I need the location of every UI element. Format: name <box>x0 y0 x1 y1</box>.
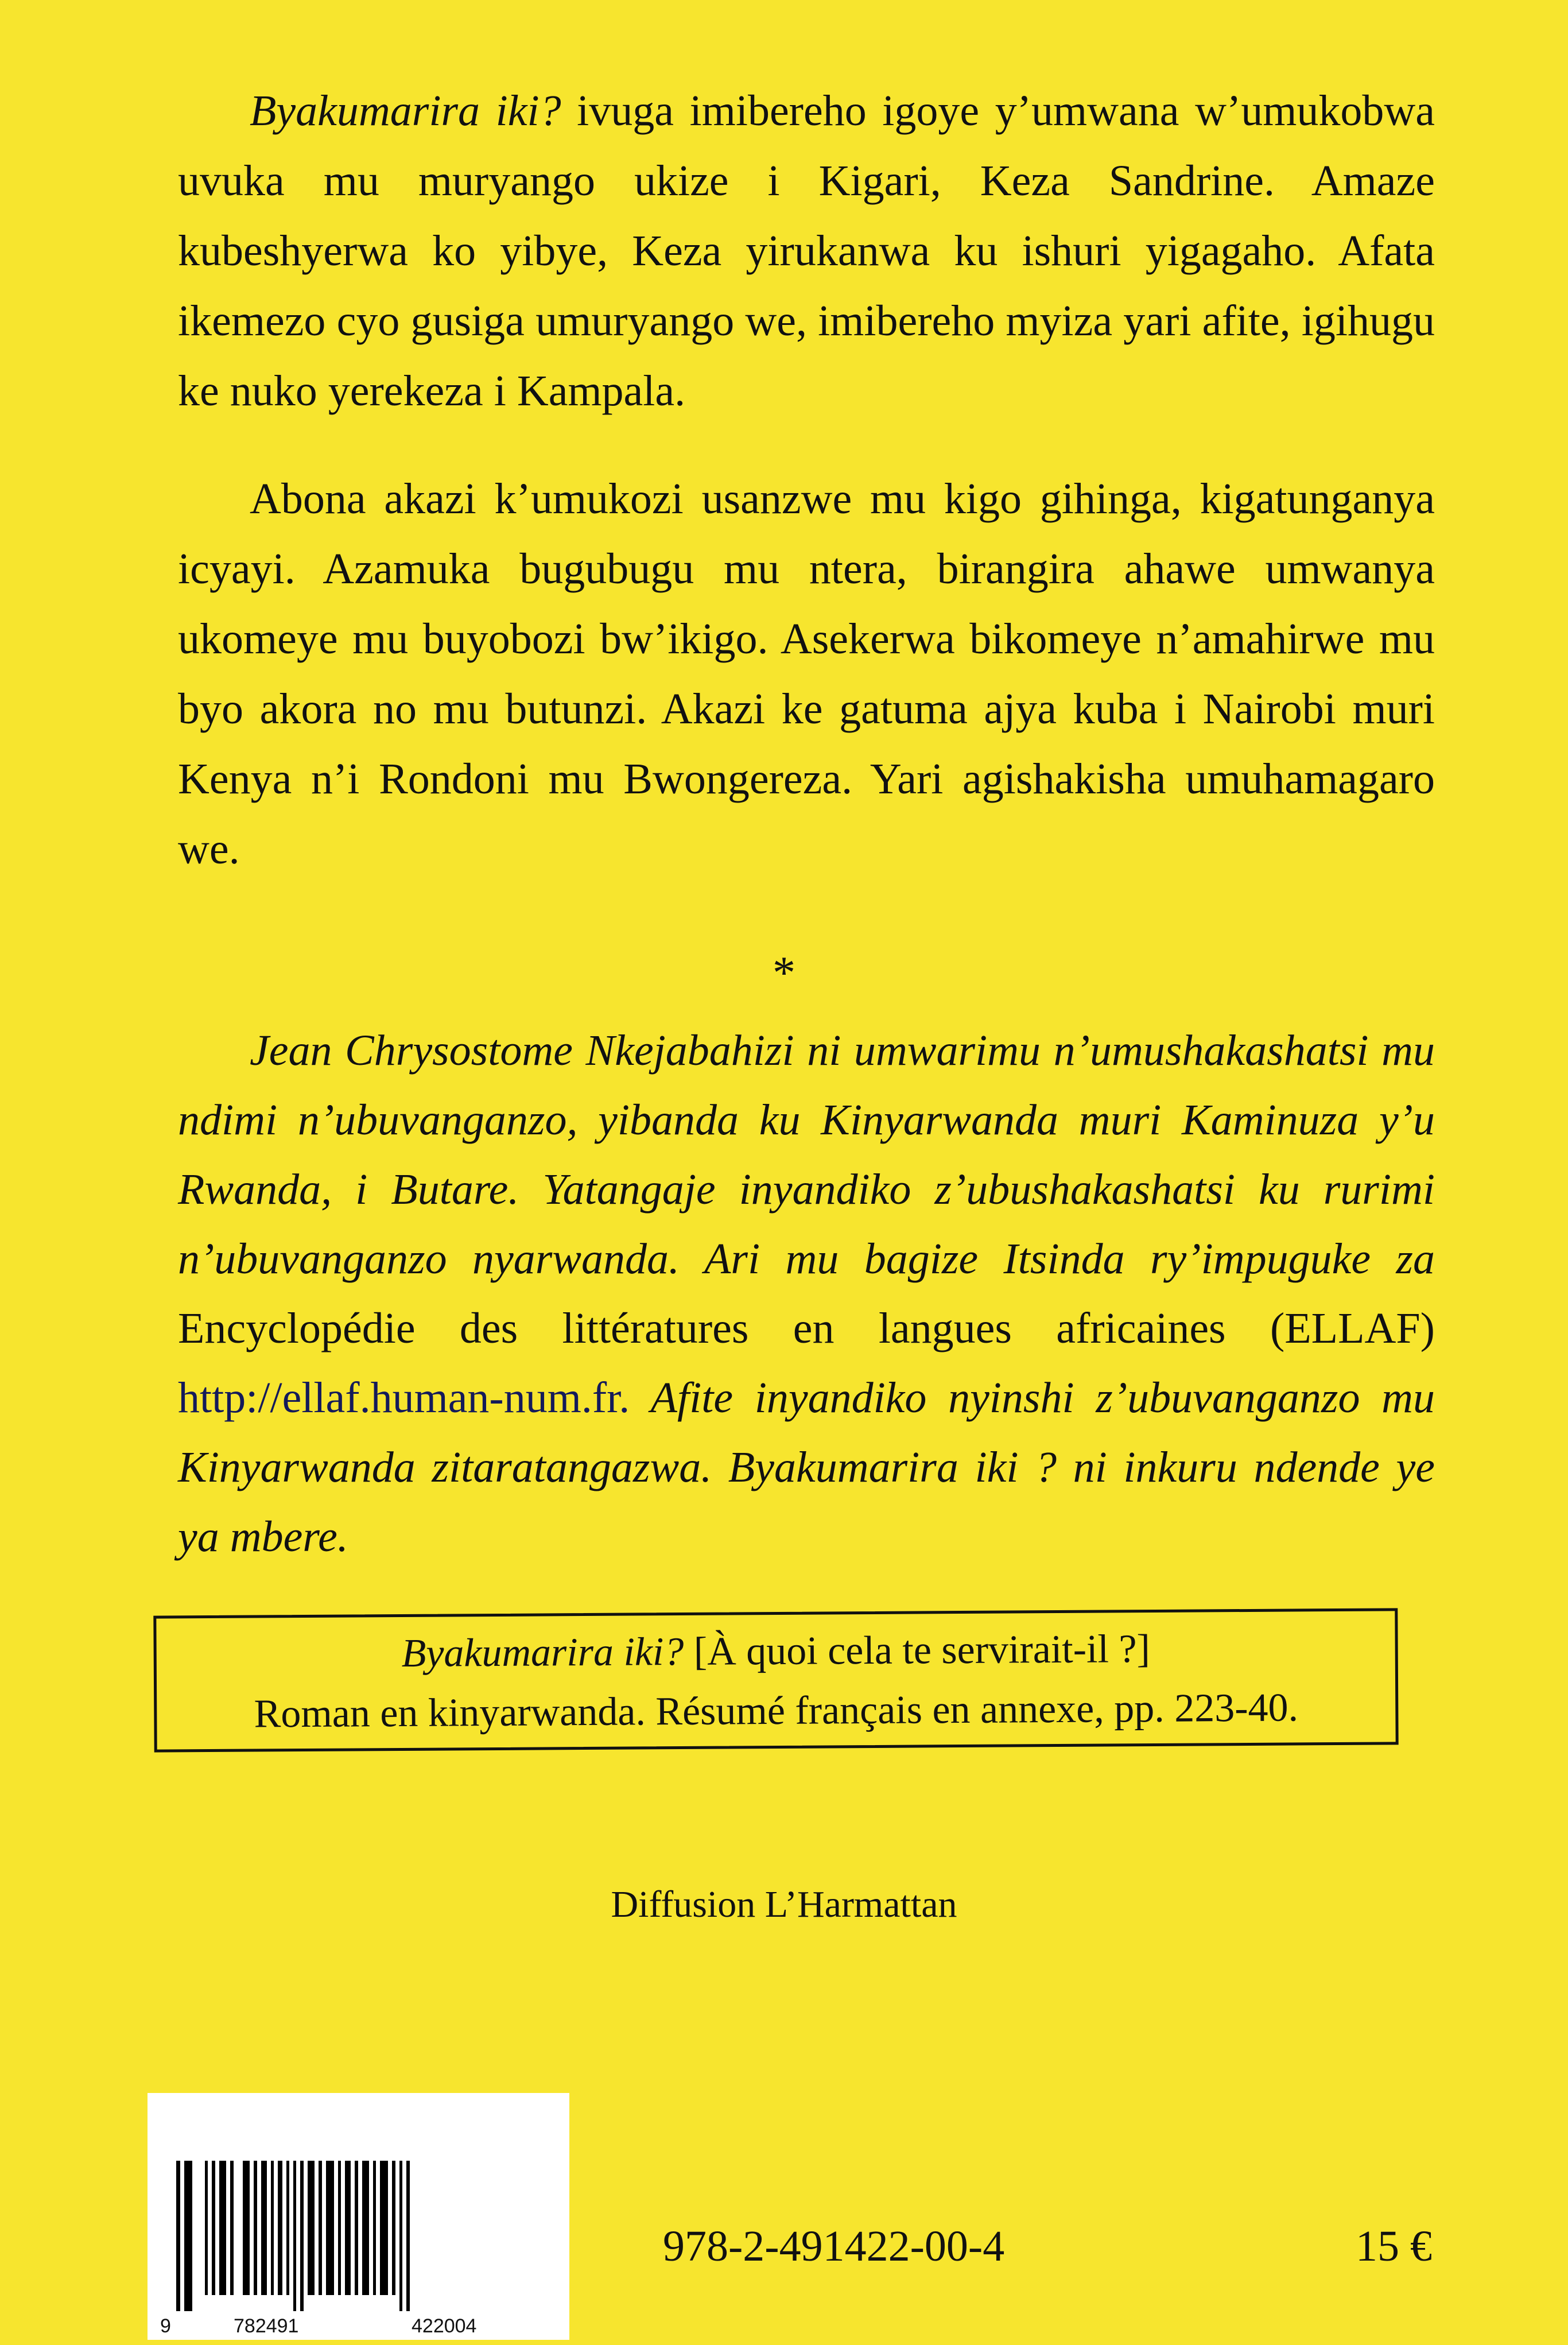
ellaf-link[interactable]: http://ellaf.human-num.fr. <box>178 1374 630 1422</box>
encyclopedia-name: Encyclopédie des littératures en langues africaines (ELLAF) <box>178 1304 1435 1352</box>
info-box-description: Roman en kinyarwanda. Résumé français en annexe, pp. 223-40. <box>254 1685 1299 1737</box>
price: 15 € <box>1356 2222 1432 2270</box>
barcode-right-group: 422004 <box>412 2315 477 2337</box>
info-box-title: Byakumarira iki? <box>401 1629 684 1676</box>
book-info-box <box>153 1608 1398 1752</box>
barcode-first-digit: 9 <box>160 2315 171 2337</box>
info-box-title-line <box>156 1618 1395 1685</box>
synopsis-text-1: ivuga imibereho igoye y’umwana w’umukobwa uvuka mu muryango ukize i Kigari, Keza Sandrine. Amaze kubeshyerwa ko yibye, Keza yirukanwa ku ishuri yigagaho. Afata ikemezo cyo gusiga umuryango we, imibereho myiza yari afite, igihugu ke nuko yerekeza i Kampala. <box>178 87 1435 415</box>
barcode-bars-icon <box>176 2161 538 2310</box>
barcode <box>148 2093 569 2340</box>
author-bio-text-2: Afite inyandiko nyinshi z’ubuvanganzo mu Kinyarwanda zitaratangazwa. Byakumarira iki ? ni inkuru ndende ye ya mbere. <box>178 1374 1435 1561</box>
isbn: 978-2-491422-00-4 <box>663 2222 1005 2270</box>
section-separator: * <box>773 948 795 998</box>
info-box-translation: [À quoi cela te servirait-il ?] <box>684 1627 1151 1674</box>
distributor-label: Diffusion L’Harmattan <box>611 1883 957 1925</box>
author-bio <box>178 1016 1435 1572</box>
synopsis-paragraph-1 <box>178 76 1435 426</box>
barcode-left-group: 782491 <box>234 2315 299 2337</box>
synopsis-paragraph-2 <box>178 464 1435 884</box>
book-title: Byakumarira iki? <box>250 87 561 135</box>
synopsis-text-2: Abona akazi k’umukozi usanzwe mu kigo gihinga, kigatunganya icyayi. Azamuka bugubugu mu ntera, birangira ahawe umwanya ukomeye mu buyobozi bw’ikigo. Asekerwa bikomeye n’amahirwe mu byo akora no mu butunzi. Akazi ke gatuma ajya kuba i Nairobi muri Kenya n’i Rondoni mu Bwongereza. Yari agishakisha umuhamagaro we. <box>178 475 1435 873</box>
author-bio-text-1: Jean Chrysostome Nkejabahizi ni umwarimu n’umushakashatsi mu ndimi n’ubuvanganzo, yibanda ku Kinyarwanda muri Kaminuza y’u Rwanda, i Butare. Yatangaje inyandiko z’ubushakashatsi ku rurimi n’ubuvanganzo nyarwanda. Ari mu bagize Itsinda ry’impuguke za <box>178 1026 1435 1283</box>
